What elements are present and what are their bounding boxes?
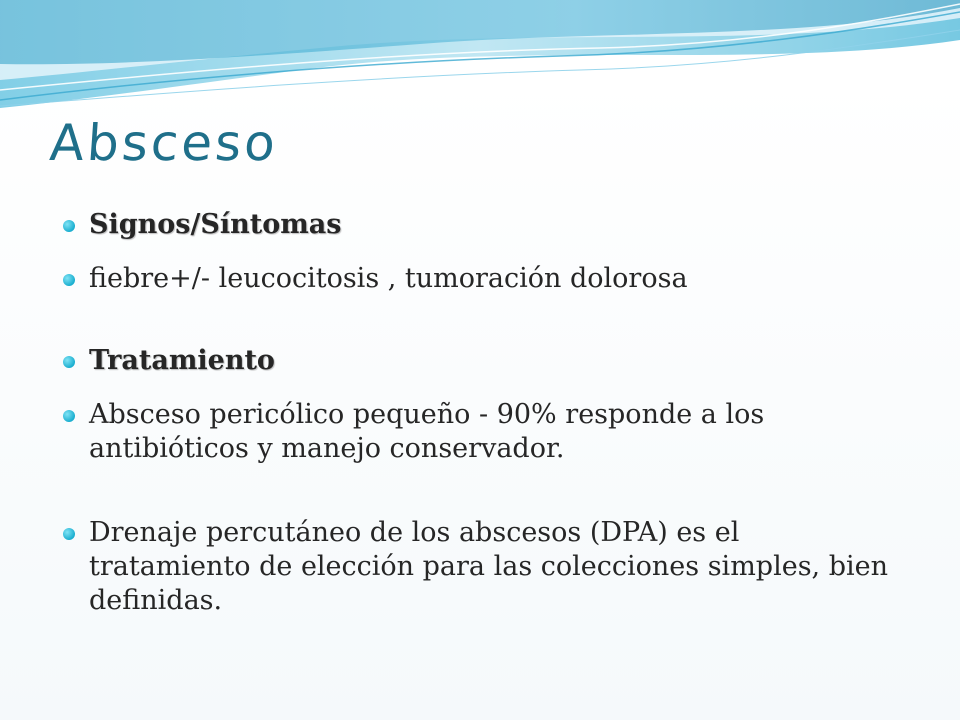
bullet-pericolic-abscess — [63, 398, 893, 466]
bullet-dot-icon — [63, 410, 75, 422]
bullet-dot-icon — [63, 528, 75, 540]
bullet-list — [63, 208, 893, 618]
bullet-text: Absceso pericólico pequeño - 90% responde a los antibióticos y manejo conservador. — [89, 399, 765, 464]
bullet-text: Drenaje percutáneo de los abscesos (DPA) es el tratamiento de elección para las colecciones simples, bien definidas. — [89, 517, 889, 616]
bullet-dot-icon — [63, 356, 75, 368]
bullet-dot-icon — [63, 220, 75, 232]
bullet-text: Tratamiento — [89, 345, 275, 376]
bullet-text: Signos/Síntomas — [89, 209, 342, 240]
bullet-treatment — [63, 344, 893, 378]
bullet-dot-icon — [63, 274, 75, 286]
bullet-percutaneous-drainage — [63, 516, 893, 618]
bullet-signs-symptoms — [63, 208, 893, 242]
bullet-fever — [63, 262, 893, 296]
slide-title: Absceso — [47, 114, 280, 172]
bullet-text: fiebre+/- leucocitosis , tumoración dolorosa — [89, 263, 688, 294]
